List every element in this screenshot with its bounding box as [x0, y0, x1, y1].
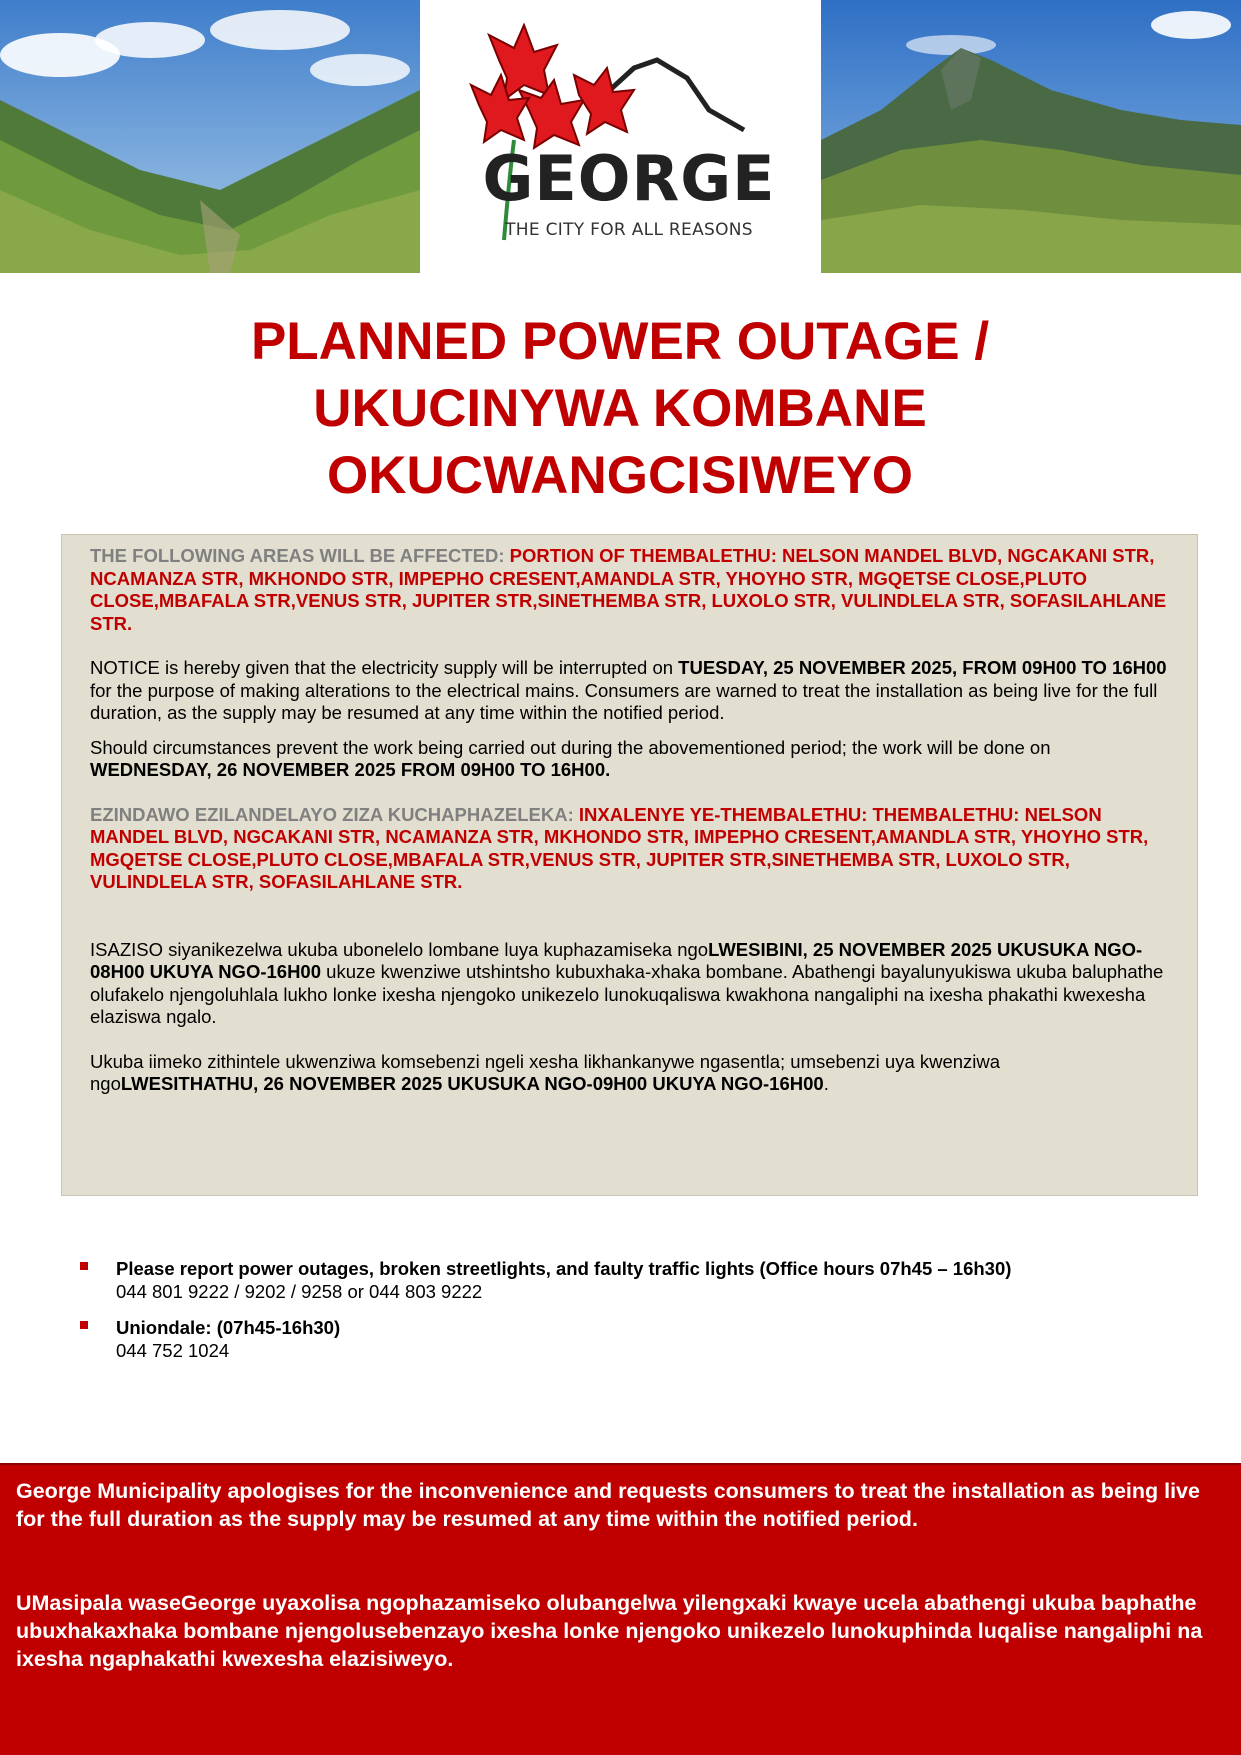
affected-areas-label: THE FOLLOWING AREAS WILL BE AFFECTED:	[90, 545, 510, 566]
affected-areas-list: PORTION OF THEMBALETHU: NELSON MANDEL BLVD, NGCAKANI STR, NCAMANZA STR, MKHONDO STR, IMPEPHO CRESENT,AMANDLA STR, YHOYHO STR, MGQETSE CLOSE,PLUTO CLOSE,MBAFALA STR,VENUS STR, JUPITER STR,SINETHEMBA STR, LUXOLO STR, VULINDLELA STR, SOFASILAHLANE STR.	[90, 545, 1167, 634]
alternative-date-english	[90, 737, 1173, 782]
alternative-date-time: WEDNESDAY, 26 NOVEMBER 2025 FROM 09H00 TO 16H00.	[90, 759, 611, 780]
notice-text: ISAZISO siyanikezelwa ukuba ubonelelo lombane luya kuphazamiseka ngo	[90, 938, 709, 960]
george-logo	[429, 0, 813, 273]
contact-title: Uniondale: (07h45-16h30)	[116, 1317, 341, 1338]
bullet-square-icon	[80, 1321, 88, 1329]
logo-tagline: THE CITY FOR ALL REASONS	[505, 220, 753, 240]
mountain-valley-photo	[0, 0, 420, 273]
alternative-date-xhosa	[90, 1051, 1173, 1096]
affected-areas-list-xhosa: INXALENYE YE-THEMBALETHU: THEMBALETHU: NELSON MANDEL BLVD, NGCAKANI STR, NCAMANZA STR, MKHONDO STR, IMPEPHO CRESENT,AMANDLA STR, YHOYHO STR, MGQETSE CLOSE,PLUTO CLOSE,MBAFALA STR,VENUS STR, JUPITER STR,SINETHEMBA STR, LUXOLO STR, VULINDLELA STR, SOFASILAHLANE STR.	[90, 803, 1149, 892]
affected-areas-label-xhosa: EZINDAWO EZILANDELAYO ZIZA KUCHAPHAZELEKA:	[90, 803, 579, 825]
title-line-2: UKUCINYWA KOMBANE	[313, 379, 927, 438]
header-banner	[0, 0, 1241, 273]
notice-text: ukuze kwenziwe utshintsho kubuxhaka-xhaka bombane. Abathengi bayalunyukiswa ukuba baluphathe olufakelo njengoluhlala lukho lonke ixesha njengoko unikezelo lunokuqaliswa kwakhona nangaliphi na ixesha phakathi kwexesha elaziswa ngalo.	[90, 961, 1164, 1027]
notice-text: Should circumstances prevent the work being carried out during the abovementioned period; the work will be done on	[90, 736, 1051, 758]
notice-text: .	[823, 1073, 829, 1094]
notice-paragraph-xhosa	[90, 939, 1173, 1029]
affected-areas-xhosa	[90, 804, 1173, 894]
notice-text: NOTICE is hereby given that the electricity supply will be interrupted on	[90, 657, 679, 678]
apology-english: George Municipality apologises for the inconvenience and requests consumers to treat the installation as being live for the full duration as the supply may be resumed at any time within the notified period.	[16, 1479, 1200, 1531]
notice-paragraph-english	[90, 657, 1173, 725]
contact-list	[80, 1258, 1160, 1376]
notice-text: Ukuba iimeko zithintele ukwenziwa komsebenzi ngeli xesha likhankanywe ngasentla; umsebenzi uya kwenziwa ngo	[90, 1050, 1001, 1094]
contact-numbers: 044 801 9222 / 9202 / 9258 or 044 803 9222	[116, 1280, 483, 1302]
notice-text: for the purpose of making alterations to the electrical mains. Consumers are warned to treat the installation as being live for the full duration, as the supply may be resumed at any time within the notified period.	[90, 679, 1158, 723]
title-line-1: PLANNED POWER OUTAGE /	[250, 312, 990, 371]
mountain-peak-photo	[821, 0, 1241, 273]
apology-banner	[0, 1463, 1241, 1755]
outage-date-time: TUESDAY, 25 NOVEMBER 2025, FROM 09H00 TO 16H00	[678, 657, 1167, 678]
page-title	[120, 308, 1120, 509]
affected-areas-english	[90, 545, 1173, 635]
alternative-date-time-xhosa: LWESITHATHU, 26 NOVEMBER 2025 UKUSUKA NGO-09H00 UKUYA NGO-16H00	[120, 1073, 824, 1094]
apology-xhosa: UMasipala waseGeorge uyaxolisa ngophazamiseko olubangelwa yilengxaki kwaye ucela abathengi ukuba baphathe ubuxhakaxhaka bombane njengolusebenzayo ixesha lonke njengoko unikezelo lunokuphinda luqalise nangaliphi na ixesha ngaphakathi kwexesha elazisiweyo.	[16, 1591, 1203, 1671]
logo-wordmark: GEORGE	[482, 142, 776, 215]
contact-numbers: 044 752 1024	[116, 1339, 230, 1361]
contact-title: Please report power outages, broken streetlights, and faulty traffic lights (Office hours 07h45 – 16h30)	[116, 1258, 1012, 1279]
contact-item-george	[80, 1258, 1160, 1303]
contact-item-uniondale	[80, 1317, 1160, 1362]
outage-date-time-xhosa: LWESIBINI, 25 NOVEMBER 2025 UKUSUKA NGO-08H00 UKUYA NGO-16H00	[90, 938, 1143, 982]
notice-box	[61, 534, 1198, 1196]
title-line-3: OKUCWANGCISIWEYO	[327, 446, 913, 505]
bullet-square-icon	[80, 1262, 88, 1270]
